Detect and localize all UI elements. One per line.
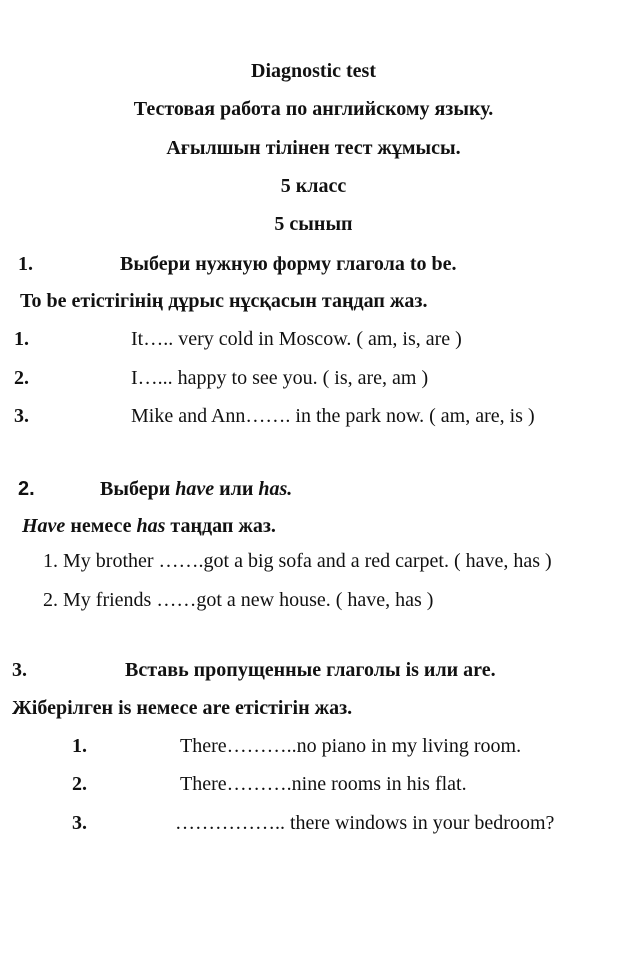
- task3-number: 3.: [12, 659, 27, 681]
- task3-item-text: There………..no piano in my living room.: [180, 735, 522, 757]
- grade-russian: 5 класс: [280, 175, 347, 197]
- task3-item-number: 1.: [72, 735, 87, 757]
- task2-instruction-kz: Have немесе has таңдап жаз.: [22, 515, 276, 537]
- subtitle-russian: Тестовая работа по английскому языку.: [133, 98, 494, 120]
- subtitle-kazakh: Ағылшын тілінен тест жұмысы.: [166, 137, 461, 159]
- task2-item: 2. My friends ……got a new house. ( have, has ): [43, 589, 434, 611]
- grade-kazakh: 5 сынып: [274, 213, 353, 235]
- task1-item-text: Mike and Ann……. in the park now. ( am, are, is ): [131, 405, 535, 427]
- task3-item-number: 3.: [72, 812, 87, 834]
- task2-item: 1. My brother …….got a big sofa and a red carpet. ( have, has ): [43, 550, 552, 572]
- task3-item-text: There……….nine rooms in his flat.: [180, 773, 467, 795]
- task1-item-text: It….. very cold in Moscow. ( am, is, are ): [131, 328, 462, 350]
- task1-item-number: 3.: [14, 405, 29, 427]
- task1-number: 1.: [18, 253, 33, 275]
- task3-instruction-ru: Вставь пропущенные глаголы is или are.: [125, 659, 496, 681]
- task1-instruction-ru: Выбери нужную форму глагола to be.: [120, 253, 457, 275]
- task1-item-number: 1.: [14, 328, 29, 350]
- task3-item-number: 2.: [72, 773, 87, 795]
- task3-item-text: …………….. there windows in your bedroom?: [175, 812, 555, 834]
- task1-item-text: I…... happy to see you. ( is, are, am ): [131, 367, 429, 389]
- task3-instruction-kz: Жіберілген is немесе are етістігін жаз.: [12, 697, 353, 719]
- task2-number: 2.: [18, 478, 35, 500]
- task2-instruction-ru: Выбери have или has.: [100, 478, 293, 500]
- document-title: Diagnostic test: [251, 60, 376, 82]
- task1-instruction-kz: To be етістігінің дұрыс нұсқасын таңдап жаз.: [20, 290, 428, 312]
- task1-item-number: 2.: [14, 367, 29, 389]
